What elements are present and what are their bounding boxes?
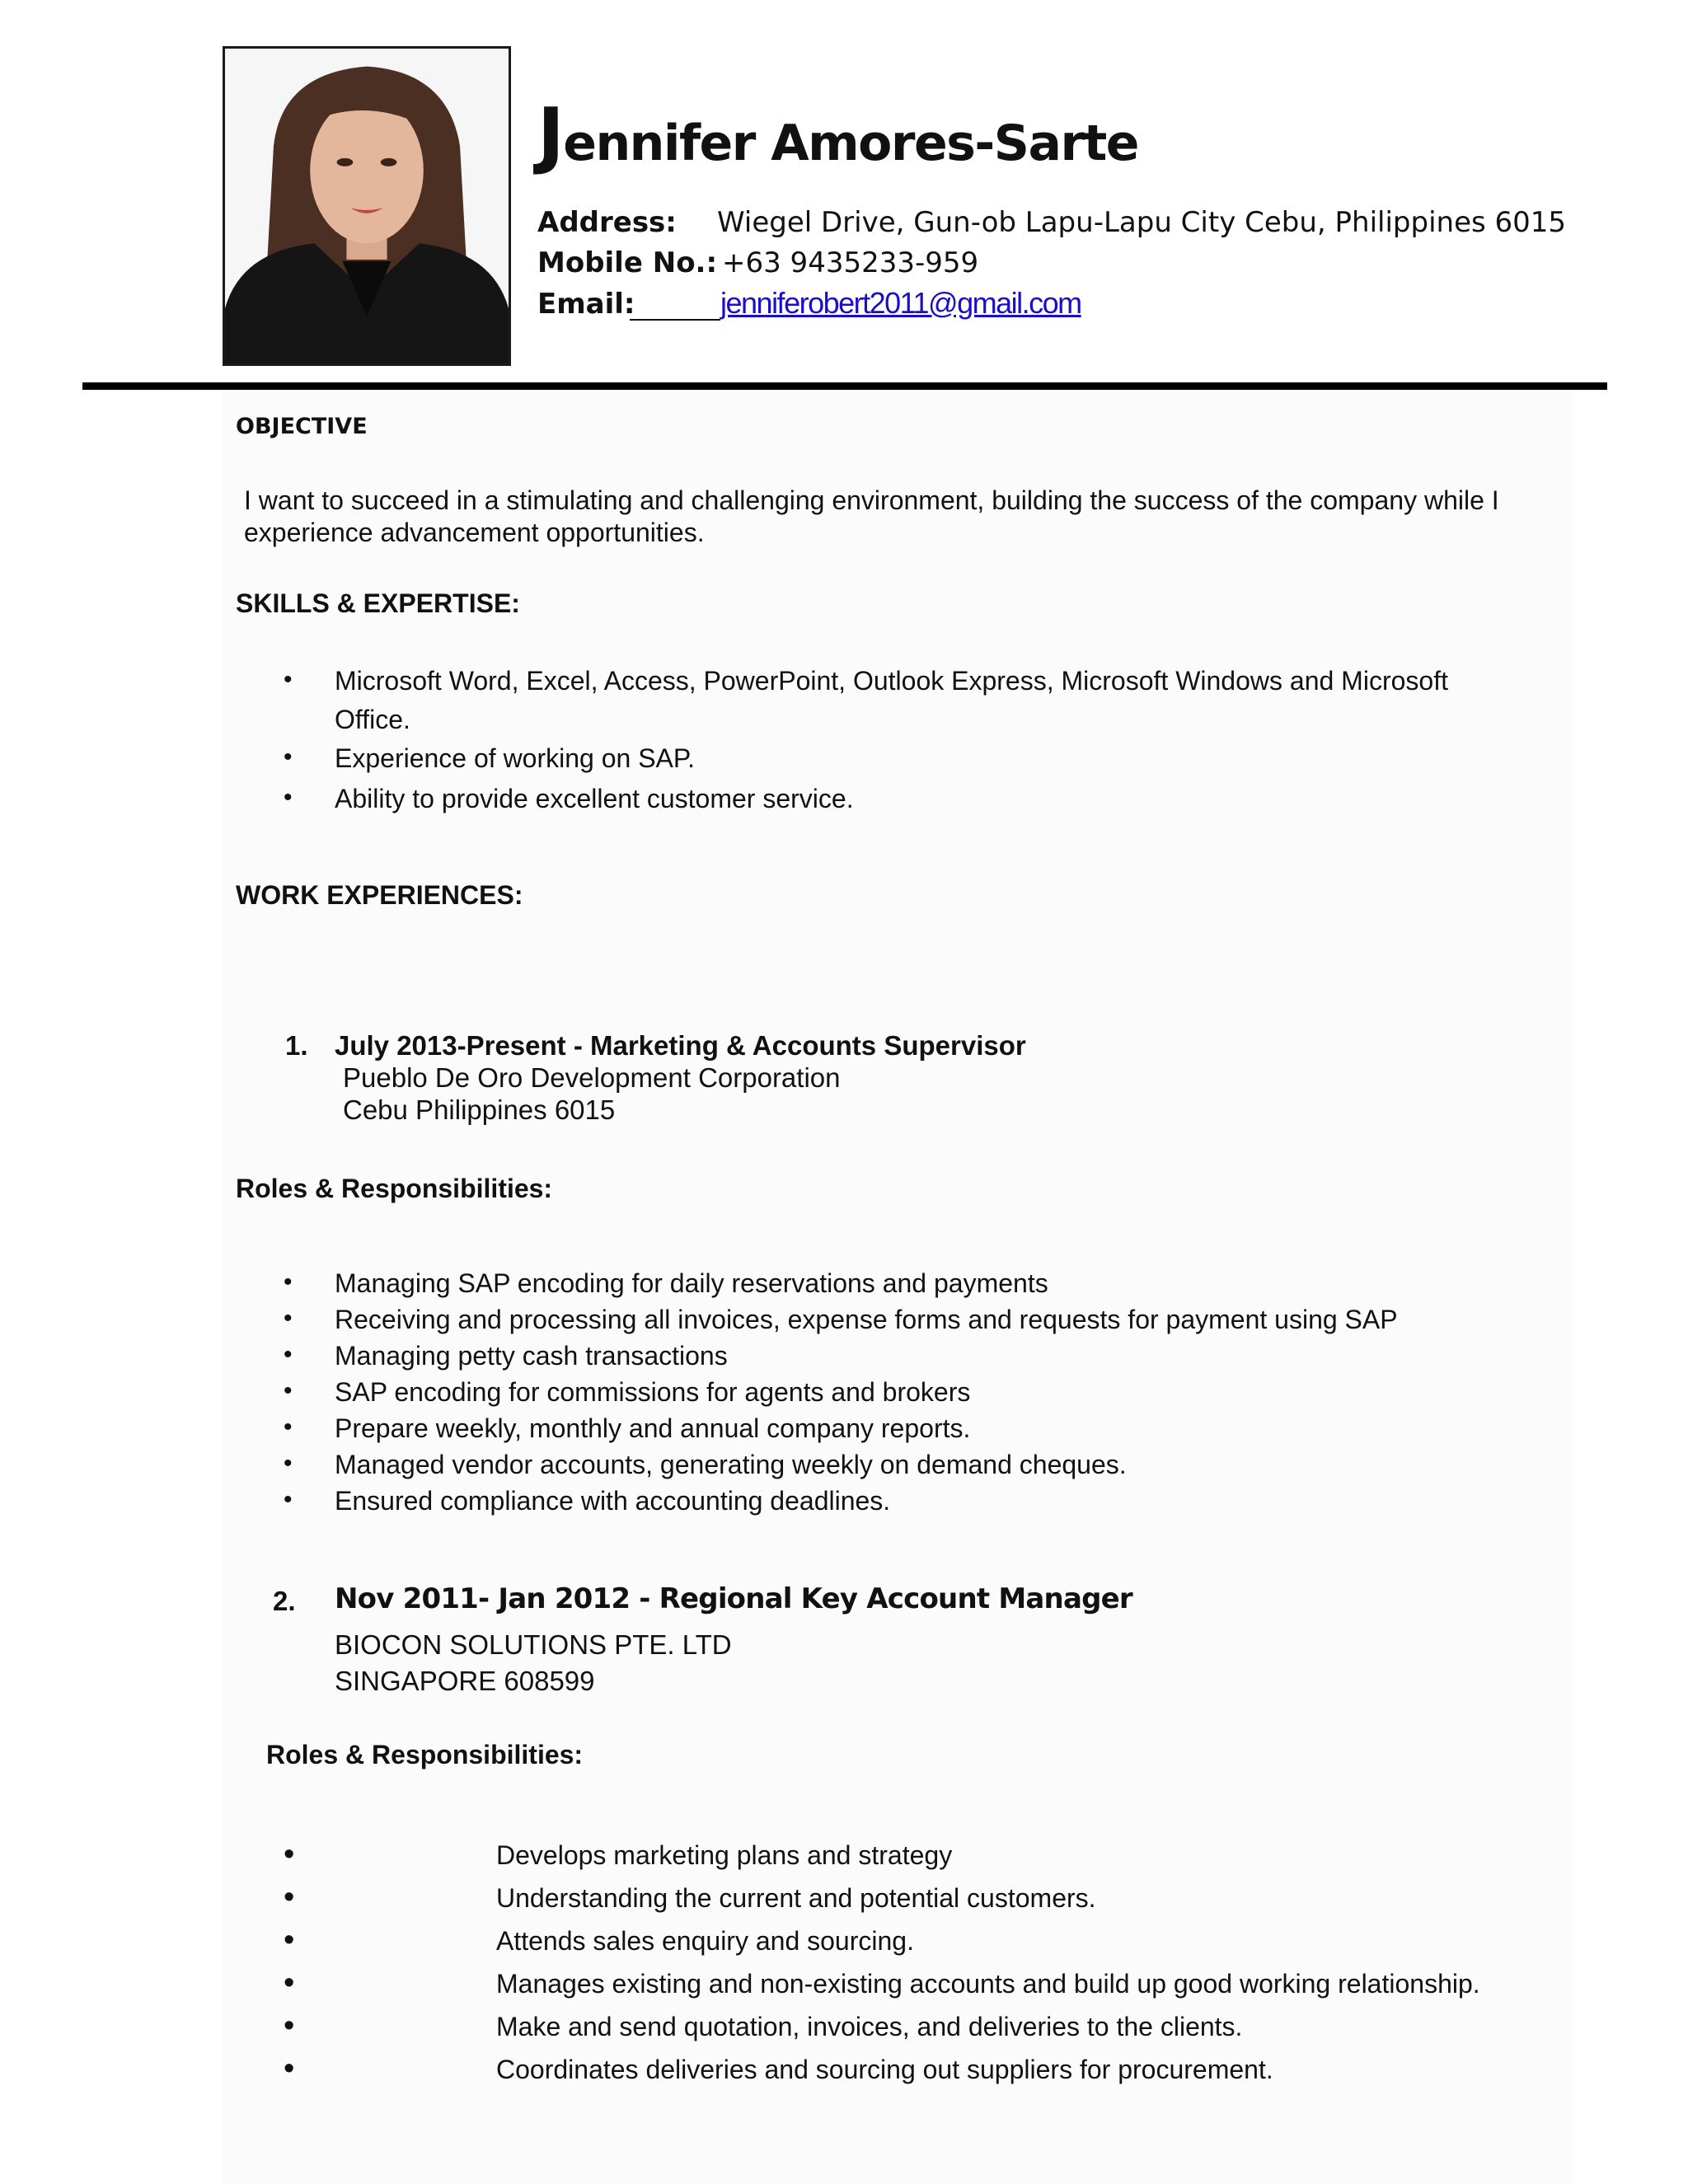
role-text: Managed vendor accounts, generating weekly on demand cheques. (335, 1450, 1127, 1479)
list-item (284, 1413, 1398, 1450)
list-item (284, 1966, 1480, 2012)
list-item (284, 1837, 1480, 1883)
bullet-icon: • (284, 1837, 295, 1872)
name-rest: ennifer Amores-Sarte (563, 115, 1138, 172)
role-text: Attends sales enquiry and sourcing. (496, 1926, 914, 1956)
bullet-icon: • (284, 2008, 295, 2043)
job-number: 2. (273, 1586, 296, 1616)
role-text: Receiving and processing all invoices, expense forms and requests for payment using SAP (335, 1305, 1398, 1334)
bullet-icon: • (284, 1450, 293, 1477)
roles-list (284, 1268, 1398, 1522)
skills-heading: SKILLS & EXPERTISE: (236, 588, 520, 618)
role-text: Manages existing and non-existing accounts and build up good working relationship. (496, 1969, 1480, 1999)
list-item (284, 1880, 1480, 1926)
job-title: July 2013-Present - Marketing & Accounts Supervisor (335, 1030, 1026, 1061)
objective-heading: OBJECTIVE (236, 414, 368, 439)
list-item (284, 1341, 1398, 1377)
bullet-icon: • (284, 1486, 293, 1513)
list-item (284, 666, 1448, 705)
role-text: Prepare weekly, monthly and annual company reports. (335, 1413, 971, 1443)
list-item (284, 784, 1448, 824)
roles-heading: Roles & Responsibilities: (236, 1174, 553, 1203)
address-label: Address: (537, 206, 677, 239)
job-company: BIOCON SOLUTIONS PTE. LTD (335, 1629, 732, 1660)
bullet-icon: • (284, 1880, 295, 1915)
role-text: Managing petty cash transactions (335, 1341, 728, 1371)
roles-heading: Roles & Responsibilities: (266, 1740, 584, 1769)
bullet-icon: • (284, 784, 293, 811)
header-divider (82, 382, 1607, 390)
skills-list (284, 666, 1448, 824)
list-item (284, 1486, 1398, 1522)
job-location: Cebu Philippines 6015 (343, 1094, 616, 1125)
bullet-icon: • (284, 666, 293, 693)
list-item (284, 2051, 1480, 2097)
list-item (284, 1923, 1480, 1969)
mobile-value: +63 9435233-959 (722, 246, 979, 279)
bullet-icon: • (284, 1377, 293, 1404)
role-text: Coordinates deliveries and sourcing out suppliers for procurement. (496, 2055, 1273, 2084)
email-link[interactable]: jenniferobert2011@gmail.com (720, 286, 1081, 320)
job-location: SINGAPORE 608599 (335, 1666, 595, 1696)
job-number: 1. (285, 1030, 308, 1061)
list-item (284, 1450, 1398, 1486)
skill-text: Microsoft Word, Excel, Access, PowerPoint, Outlook Express, Microsoft Windows and Microsoft (335, 666, 1448, 696)
list-item-continuation (335, 705, 1448, 743)
bullet-icon: • (284, 1966, 295, 2000)
role-text: SAP encoding for commissions for agents and brokers (335, 1377, 971, 1407)
email-underline (630, 319, 720, 321)
email-row (537, 286, 1081, 321)
list-item (284, 1377, 1398, 1413)
mobile-label: Mobile No.: (537, 246, 718, 279)
role-text: Develops marketing plans and strategy (496, 1840, 953, 1870)
skill-text: Office. (335, 705, 410, 734)
bullet-icon: • (284, 1341, 293, 1368)
bullet-icon: • (284, 1268, 293, 1296)
profile-photo (223, 46, 511, 366)
address-row (537, 206, 1567, 239)
job-company: Pueblo De Oro Development Corporation (343, 1062, 841, 1093)
roles-list (284, 1837, 1480, 2097)
email-label: Email: (537, 288, 635, 321)
name-initial: J (537, 92, 564, 177)
list-item (284, 1268, 1398, 1305)
bullet-icon: • (284, 743, 293, 771)
objective-text: I want to succeed in a stimulating and challenging environment, building the success of the company while I experience advancement opportunities. (244, 485, 1499, 547)
skill-text: Experience of working on SAP. (335, 743, 695, 773)
bullet-icon: • (284, 1305, 293, 1332)
bullet-icon: • (284, 2051, 295, 2086)
role-text: Understanding the current and potential customers. (496, 1883, 1096, 1913)
skill-text: Ability to provide excellent customer service. (335, 784, 854, 813)
work-heading: WORK EXPERIENCES: (236, 880, 523, 910)
mobile-row (537, 246, 979, 279)
bullet-icon: • (284, 1413, 293, 1441)
list-item (284, 743, 1448, 784)
bullet-icon: • (284, 1923, 295, 1957)
role-text: Make and send quotation, invoices, and deliveries to the clients. (496, 2012, 1243, 2041)
list-item (284, 2008, 1480, 2055)
role-text: Managing SAP encoding for daily reservations and payments (335, 1268, 1048, 1298)
job-title: Nov 2011- Jan 2012 - Regional Key Account Manager (335, 1582, 1132, 1615)
list-item (284, 1305, 1398, 1341)
role-text: Ensured compliance with accounting deadlines. (335, 1486, 891, 1516)
candidate-name (537, 92, 1138, 177)
address-value: Wiegel Drive, Gun-ob Lapu-Lapu City Cebu, Philippines 6015 (717, 206, 1567, 239)
